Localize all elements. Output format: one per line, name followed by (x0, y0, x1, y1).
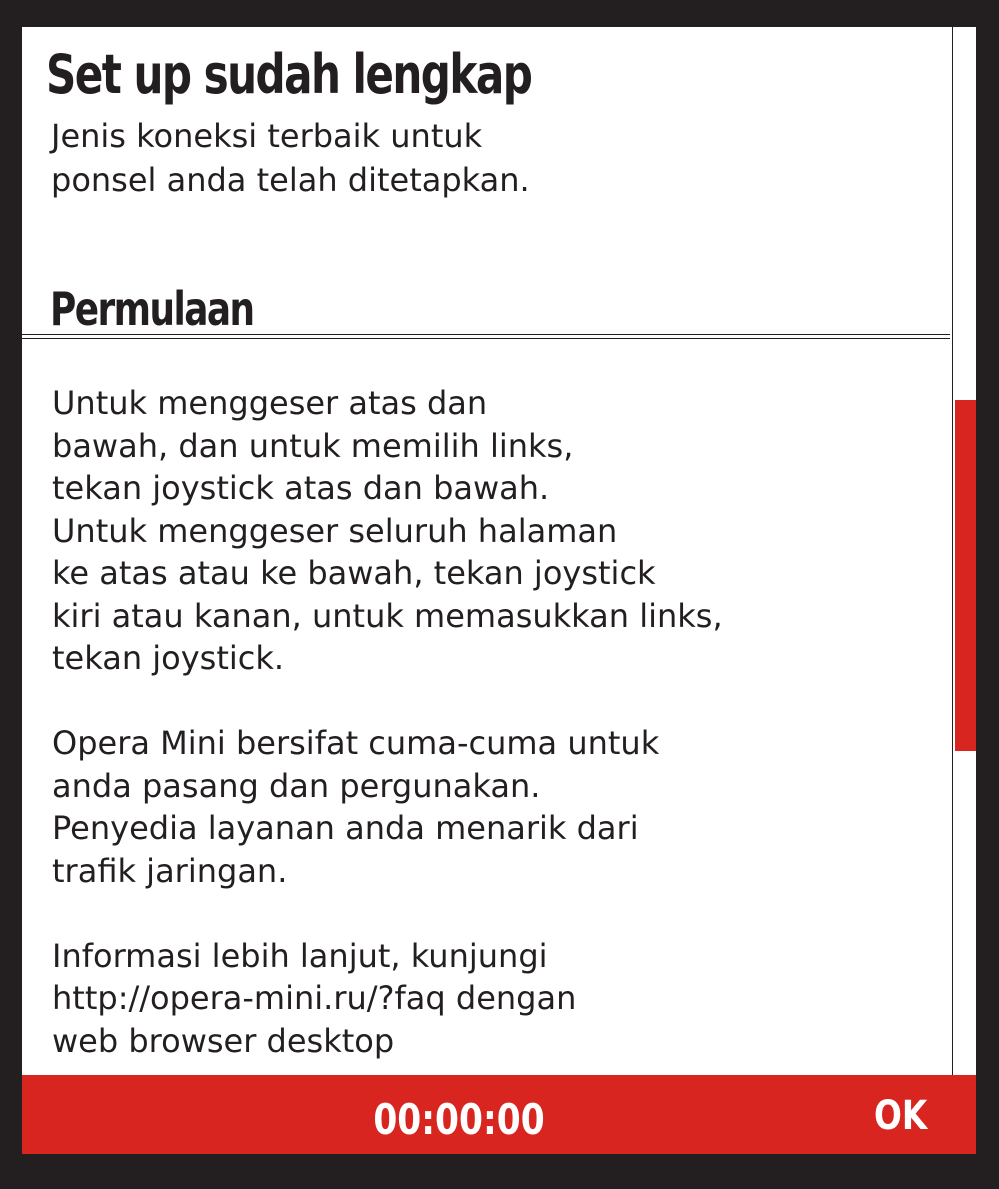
section-title: Permulaan (50, 282, 254, 336)
screen (22, 27, 976, 1154)
page-title: Set up sudah lengkap (46, 43, 532, 106)
page-content[interactable] (22, 27, 952, 1075)
vertical-scrollbar[interactable] (952, 27, 976, 1075)
softkey-bar (22, 1075, 976, 1154)
section-divider (22, 334, 950, 339)
setup-message: Jenis koneksi terbaik untuk ponsel anda telah ditetapkan. (51, 117, 530, 199)
instructions-text: Untuk menggeser atas dan bawah, dan untuk memilih links, tekan joystick atas dan bawah. Untuk menggeser seluruh halaman ke atas atau ke bawah, tekan joystick kiri atau kanan, untuk memasukkan links, tekan joystick. Opera Mini bersifat cuma-cuma untuk anda pasang dan pergunakan. Penyedia layanan anda menarik dari trafik jaringan. Informasi lebih lanjut, kunjungi http://opera-mini.ru/?faq dengan web browser desktop (52, 384, 723, 1060)
ok-button[interactable]: OK (874, 1093, 928, 1139)
scrollbar-thumb[interactable] (955, 400, 976, 751)
connection-timer: 00:00:00 (373, 1095, 545, 1144)
